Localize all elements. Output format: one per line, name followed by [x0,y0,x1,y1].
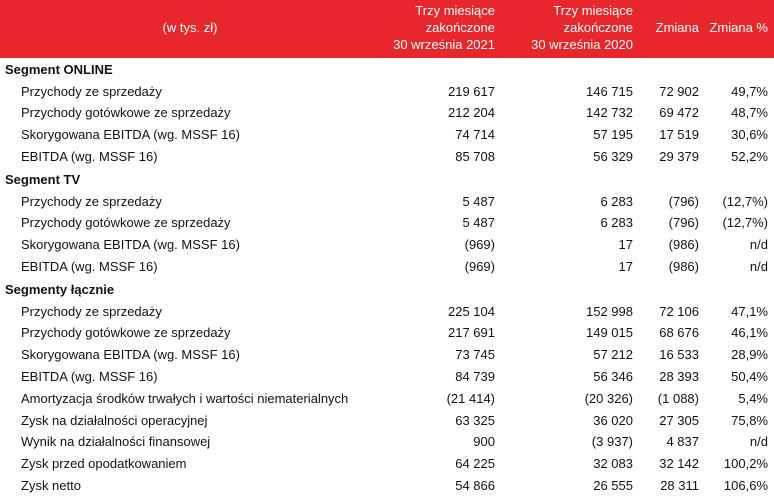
change-value: (796) [668,215,699,231]
row-label: EBITDA (wg. MSSF 16) [21,149,158,165]
change-value: 27 305 [659,412,699,428]
current-period-value: (969) [464,237,495,253]
change-value: (796) [668,193,699,209]
change-value: 17 519 [659,127,699,143]
row-label: Zysk na działalności operacyjnej [21,412,208,428]
table-row [0,431,774,453]
change-pct-value: 48,7% [731,105,768,121]
table-row [0,387,774,409]
change-pct-value: 106,6% [723,478,768,494]
prior-period-value: 17 [618,237,633,253]
change-pct-value: n/d [749,259,768,275]
row-label: Skorygowana EBITDA (wg. MSSF 16) [21,237,240,253]
current-period-value: 212 204 [448,105,495,121]
change-pct-value: 100,2% [723,456,768,472]
change-value: 16 533 [659,347,699,363]
current-period-value: 5 487 [462,215,495,231]
prior-period-value: 56 329 [593,149,633,165]
change-value: (986) [668,259,699,275]
prior-period-value: 26 555 [593,478,633,494]
change-pct-value: 47,1% [731,303,768,319]
prior-period-value: 152 998 [586,303,633,319]
change-pct-value: n/d [749,237,768,253]
table-row [0,322,774,344]
change-pct-header: Zmiana % [709,20,768,36]
current-period-value: 225 104 [448,303,495,319]
change-value: 29 379 [659,149,699,165]
current-period-value: 5 487 [462,193,495,209]
table-row [0,453,774,475]
change-pct-value: 52,2% [731,149,768,165]
change-pct-value: 49,7% [731,83,768,99]
change-value: 4 837 [666,434,699,450]
change-value: (1 088) [657,390,699,406]
current-period-value: 73 745 [455,347,495,363]
table-row [0,344,774,366]
table-row [0,102,774,124]
table-row [0,475,774,496]
section-header-row [0,168,774,190]
table-row [0,190,774,212]
change-pct-value: 30,6% [731,127,768,143]
change-pct-value: (12,7%) [722,193,768,209]
section-header-row [0,278,774,300]
row-label: Przychody gotówkowe ze sprzedaży [21,325,231,341]
prior-period-value: (3 937) [591,434,633,450]
prior-period-value: 6 283 [600,215,633,231]
row-label: Przychody gotówkowe ze sprzedaży [21,105,231,121]
prior-period-line-2: zakończone [563,20,633,36]
row-label: Wynik na działalności finansowej [21,434,211,450]
change-pct-value: 75,8% [731,412,768,428]
row-label: Skorygowana EBITDA (wg. MSSF 16) [21,127,240,143]
prior-period-value: 57 212 [593,347,633,363]
table-row [0,300,774,322]
prior-period-header [501,0,639,58]
current-period-value: (21 414) [446,390,495,406]
table-row [0,80,774,102]
change-pct-value: 50,4% [731,369,768,385]
prior-period-value: 149 015 [586,325,633,341]
current-period-line-1: Trzy miesiące [415,3,495,19]
table-row [0,146,774,168]
current-period-value: 64 225 [455,456,495,472]
change-value: 72 902 [659,83,699,99]
current-period-value: 84 739 [455,369,495,385]
current-period-value: 63 325 [455,412,495,428]
change-value: 68 676 [659,325,699,341]
row-label: Przychody ze sprzedaży [21,193,162,209]
current-period-line-2: zakończone [425,20,495,36]
change-pct-value: 5,4% [738,390,768,406]
change-value: 72 106 [659,303,699,319]
row-label: Przychody gotówkowe ze sprzedaży [21,215,231,231]
section-title: Segment ONLINE [0,58,774,80]
change-value: 28 311 [660,478,699,494]
current-period-value: 74 714 [455,127,495,143]
section-title: Segment TV [0,168,774,190]
current-period-value: 900 [473,434,495,450]
current-period-value: 85 708 [455,149,495,165]
table-body [0,58,774,496]
current-period-value: 54 866 [455,478,495,494]
current-period-line-3: 30 września 2021 [393,37,495,53]
prior-period-value: 36 020 [593,412,633,428]
prior-period-value: 57 195 [593,127,633,143]
unit-header: (w tys. zł) [162,20,218,36]
prior-period-value: 32 083 [593,456,633,472]
table-row [0,234,774,256]
section-header-row [0,58,774,80]
row-label: Przychody ze sprzedaży [21,303,162,319]
current-period-value: (969) [464,259,495,275]
change-value: 69 472 [659,105,699,121]
current-period-value: 219 617 [448,83,495,99]
current-period-header [386,0,501,58]
table-row [0,409,774,431]
prior-period-line-3: 30 września 2020 [531,37,633,53]
table-row [0,212,774,234]
prior-period-value: (20 326) [584,390,633,406]
change-value: 32 142 [659,456,699,472]
row-label: Zysk przed opodatkowaniem [21,456,187,472]
change-pct-value: (12,7%) [722,215,768,231]
current-period-value: 217 691 [448,325,495,341]
table-row [0,256,774,278]
row-label: Amortyzacja środków trwałych i wartości niematerialnych [21,390,349,406]
change-value: 28 393 [659,369,699,385]
prior-period-line-1: Trzy miesiące [553,3,633,19]
table-row [0,366,774,388]
table-row [0,124,774,146]
prior-period-value: 142 732 [586,105,633,121]
prior-period-value: 146 715 [586,83,633,99]
change-header: Zmiana [655,20,699,36]
change-pct-value: n/d [749,434,768,450]
change-pct-value: 28,9% [731,347,768,363]
row-label: EBITDA (wg. MSSF 16) [21,369,158,385]
row-label: Zysk netto [21,478,81,494]
section-title: Segmenty łącznie [0,278,774,300]
change-value: (986) [668,237,699,253]
row-label: Przychody ze sprzedaży [21,83,162,99]
change-pct-value: 46,1% [731,325,768,341]
row-label: EBITDA (wg. MSSF 16) [21,259,158,275]
prior-period-value: 17 [618,259,633,275]
table-header-row [0,0,774,58]
prior-period-value: 6 283 [600,193,633,209]
row-label: Skorygowana EBITDA (wg. MSSF 16) [21,347,240,363]
prior-period-value: 56 346 [593,369,633,385]
